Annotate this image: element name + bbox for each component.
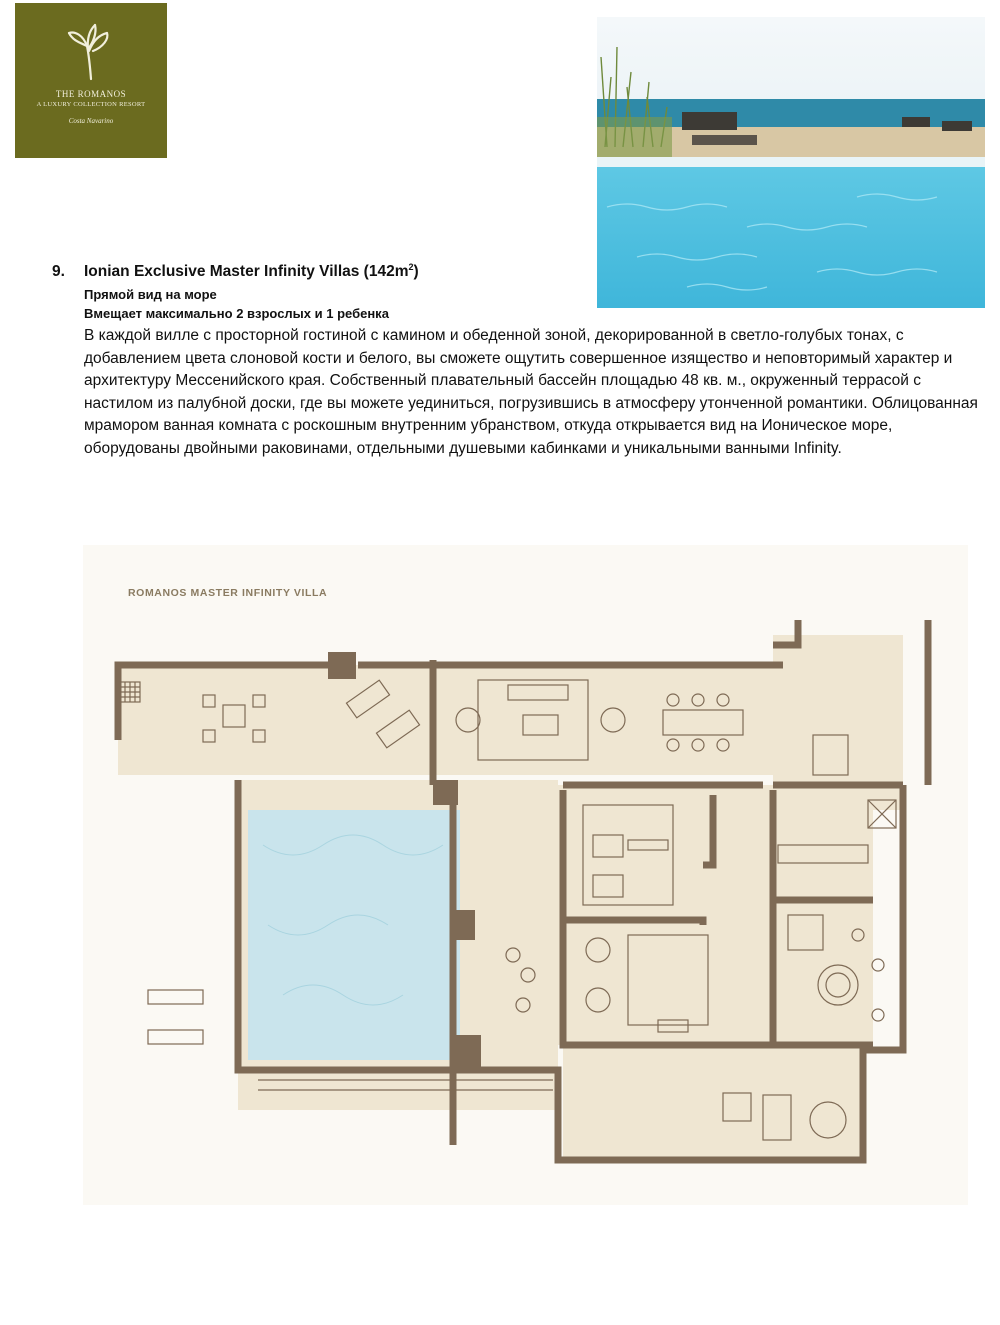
logo-line-3: Costa Navarino: [68, 117, 114, 125]
floor-plan: [83, 545, 968, 1205]
floor-plan-drawing: [83, 545, 968, 1205]
section-heading: [52, 262, 419, 281]
section-number: 9.: [52, 263, 65, 281]
description-paragraph: В каждой вилле с просторной гостиной с камином и обеденной зоной, декорированной в светло-голубых тонах, с добавлением цвета слоновой кости и белого, вы сможете ощутить совершенное изящество и неповторимый характер и архитектуру Мессенийского края. Собственный плавательный бассейн площадью 48 кв. м., окруженный террасой с настилом из палубной доски, где вы можете уединиться, погрузившись в атмосферу утонченной романтики. Облицованная мрамором ванная комната с роскошным внутренним убранством, откуда открывается вид на Ионическое море, оборудованы двойными раковинами, отдельными душевыми кабинками и уникальными ванными Infinity.: [84, 327, 978, 457]
resort-logo: [15, 3, 167, 158]
section-title: Ionian Exclusive Master Infinity Villas (142m: [84, 263, 409, 281]
logo-line-1: THE ROMANOS: [55, 89, 127, 99]
title-superscript: 2: [408, 262, 414, 272]
olive-branch-icon: [63, 21, 119, 81]
floor-plan-title: ROMANOS MASTER INFINITY VILLA: [128, 587, 328, 599]
pool-sea-photo: [597, 17, 985, 308]
subtitle-view: Прямой вид на море: [84, 287, 217, 302]
infinity-pool: [248, 810, 460, 1060]
title-end: ): [413, 263, 419, 281]
logo-line-2: A LUXURY COLLECTION RESORT: [36, 101, 146, 108]
subtitle-capacity: Вмещает максимально 2 взрослых и 1 ребенка: [84, 306, 389, 321]
